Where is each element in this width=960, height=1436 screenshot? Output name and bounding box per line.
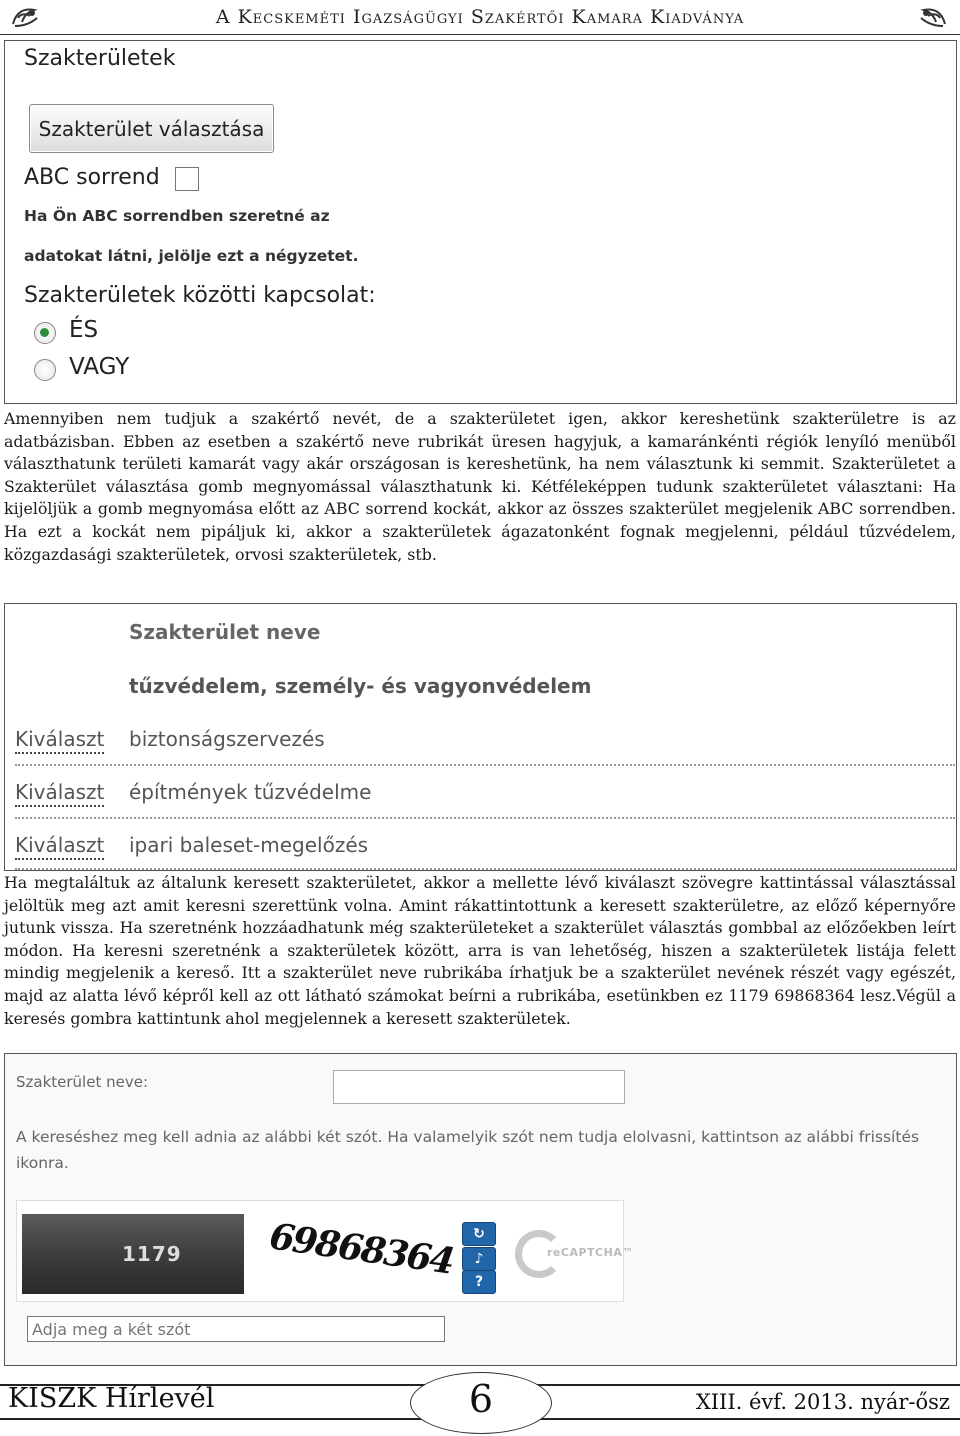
page-header [0, 0, 960, 36]
header-rule [0, 34, 960, 35]
select-field-button[interactable]: Szakterület választása [29, 104, 274, 153]
group-heading: tűzvédelem, személy- és vagyonvédelem [129, 674, 592, 698]
select-link[interactable]: Kiválaszt [15, 833, 104, 860]
captcha-word-2: 69868364 [266, 1215, 456, 1283]
body-paragraph-2: Ha megtaláltuk az általunk keresett szakterületet, akkor a mellette lévő kiválaszt szövegre kattintással választással jelöltük meg azt amit keresni szerettünk volna. Amint rákattintottunk a keresett szakterületre, az előző képernyőre jutunk vissza. Ha szeretnénk hozzáadhatunk még szakterületeket a szakterület választás gombbal az előzőekben leírt módon. Ha keresni szeretnénk a szakterületek között, arra is van lehetőség, hiszen a szakterületek listája felett mindig megjelenik a kereső. Itt a szakterület neve rubrikába írhatjuk be a szakterület nevének részét vagy egészét, majd az alatta lévő képről kell az ott látható számokat beírni a rubrikába, esetünkben ez 1179 69868364 lesz.Végül a keresés gombra kattintunk ahol megjelennek a keresett szakterületek. [4, 873, 956, 1028]
column-header: Szakterület neve [129, 620, 321, 644]
screenshot-field-selection [4, 40, 957, 404]
captcha-input[interactable] [27, 1316, 445, 1342]
abc-order-checkbox[interactable] [175, 167, 199, 191]
radio-or[interactable] [34, 359, 56, 381]
row-divider [15, 764, 955, 766]
radio-and-label: ÉS [69, 317, 99, 343]
refresh-icon[interactable]: ↻ [462, 1222, 496, 1246]
field-name: építmények tűzvédelme [129, 780, 372, 804]
floral-ornament-icon [918, 4, 948, 30]
fieldset-legend: Szakterületek [24, 46, 176, 71]
page-footer [0, 1370, 960, 1436]
help-icon[interactable]: ? [462, 1270, 496, 1294]
relation-label: Szakterületek közötti kapcsolat: [24, 283, 376, 308]
captcha-word-1: 1179 [122, 1242, 182, 1266]
issue-info: XIII. évf. 2013. nyár-ősz [695, 1390, 950, 1414]
page-number: 6 [468, 1377, 494, 1421]
radio-or-label: VAGY [69, 354, 130, 380]
field-name-input[interactable] [333, 1070, 625, 1104]
row-divider [15, 868, 955, 870]
body-paragraph-1: Amennyiben nem tudjuk a szakértő nevét, de a szakterületet igen, akkor kereshetünk szakterületre is az adatbázisban. Ebben az esetben a szakértő neve rubrikát üresen hagyjuk, a kamaránkénti régiók lenyíló menüből választhatunk területi kamarát vagy akár országosan is kereshetünk, ha nem választunk ki semmit. Szakterületet a Szakterület választása gomb megnyomással választhatunk ki. Kétféleképpen tudunk szakterületet választani: Ha kijelöljük a gomb megnyomása előtt az ABC sorrend kockát, akkor az összes szakterület megjelenik ABC sorrendben. Ha ezt a kockát nem pipáljuk ki, akkor a szakterületek ágazatonként fognak megjelenni, például tűzvédelem, közgazdasági szakterületek, orvosi szakterületek, stb. [4, 409, 956, 564]
newsletter-name: KISZK Hírlevél [8, 1383, 215, 1414]
captcha-distorted-word [266, 1214, 456, 1294]
captcha-instructions: A kereséshez meg kell adnia az alábbi két szót. Ha valamelyik szót nem tudja elolvasni, kattintson az alábbi frissítés ikonra. [16, 1128, 920, 1172]
screenshot-field-list [4, 603, 957, 871]
abc-help-text-line1: Ha Ön ABC sorrendben szeretné az [24, 207, 330, 225]
abc-help-text-line2: adatokat látni, jelölje ezt a négyzetet. [24, 247, 359, 265]
field-name: ipari baleset-megelőzés [129, 833, 369, 857]
row-divider [15, 817, 955, 819]
recaptcha-logo-text: reCAPTCHA™ [547, 1246, 634, 1259]
abc-order-label: ABC sorrend [24, 165, 160, 190]
audio-icon[interactable]: ♪ [462, 1247, 496, 1271]
captcha-photo-word [22, 1214, 244, 1294]
field-name-label: Szakterület neve: [16, 1073, 148, 1091]
select-link[interactable]: Kiválaszt [15, 780, 104, 807]
radio-and[interactable] [34, 322, 56, 344]
publication-title: A Kecskeméti Igazságügyi Szakértői Kamara Kiadványa [215, 6, 745, 28]
select-link[interactable]: Kiválaszt [15, 727, 104, 754]
screenshot-search-captcha [4, 1053, 957, 1366]
recaptcha-logo [513, 1222, 634, 1284]
field-name: biztonságszervezés [129, 727, 325, 751]
